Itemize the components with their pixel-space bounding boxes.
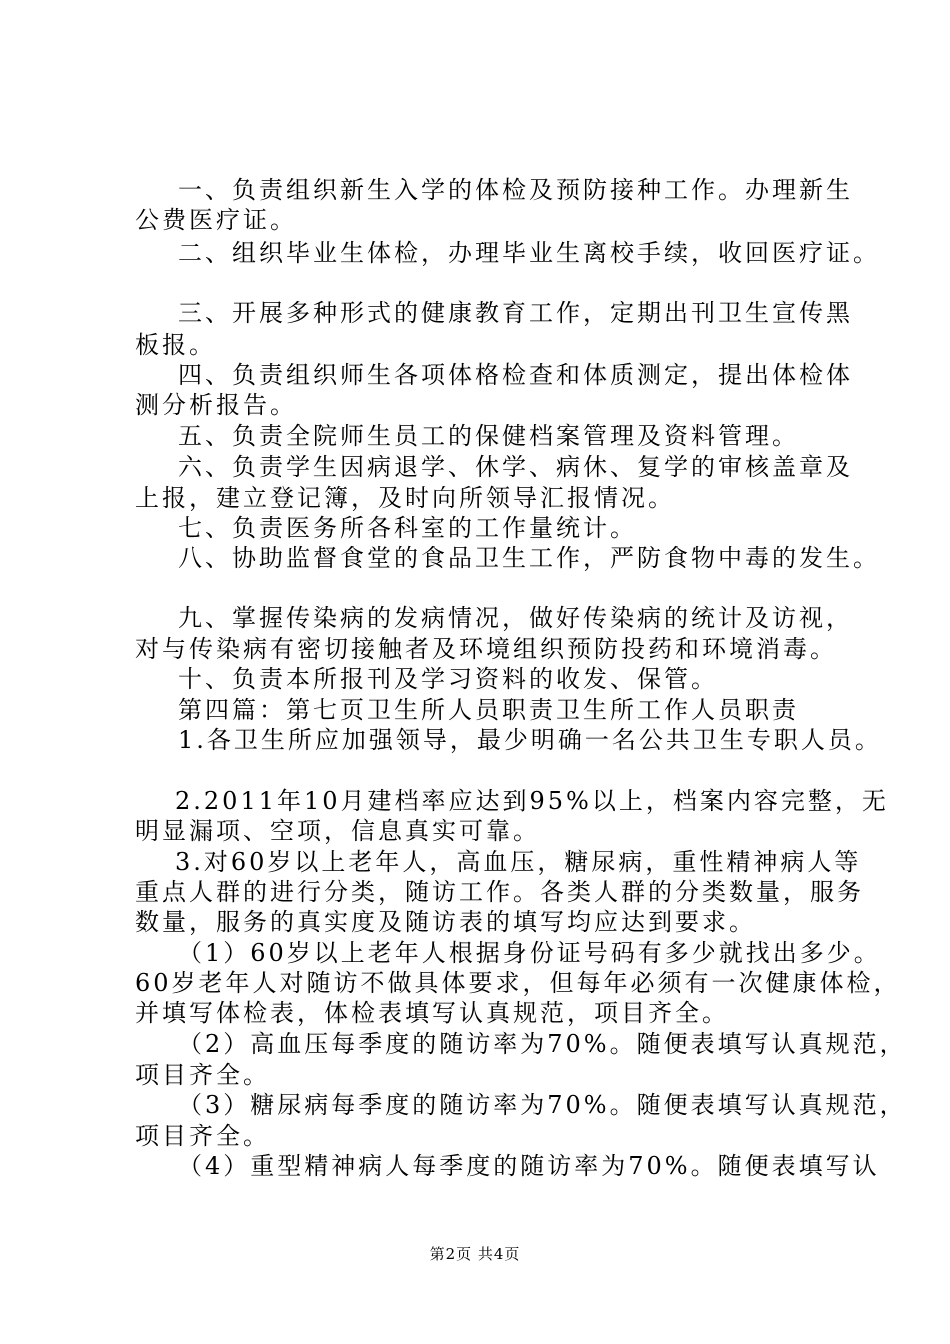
text-line: 五、负责全院师生员工的保健档案管理及资料管理。	[178, 422, 799, 450]
section-heading: 第四篇：第七页卫生所人员职责卫生所工作人员职责	[178, 696, 799, 724]
text-line: 3.对60岁以上老年人，高血压，糖尿病，重性精神病人等	[175, 848, 862, 876]
text-line: （2）高血压每季度的随访率为70%。随便表填写认真规范，	[178, 1030, 907, 1058]
text-line: 一、负责组织新生入学的体检及预防接种工作。办理新生	[178, 176, 853, 204]
text-line: 板报。	[135, 331, 216, 359]
text-line: 项目齐全。	[135, 1061, 270, 1089]
text-line: 1.各卫生所应加强领导，最少明确一名公共卫生专职人员。	[178, 726, 882, 754]
text-line: 测分析报告。	[135, 391, 297, 419]
text-line: 并填写体检表，体检表填写认真规范，项目齐全。	[135, 999, 729, 1027]
text-line: 四、负责组织师生各项体格检查和体质测定，提出体检体	[178, 361, 853, 389]
text-line: 上报，建立登记簿，及时向所领导汇报情况。	[135, 484, 675, 512]
text-line: 三、开展多种形式的健康教育工作，定期出刊卫生宣传黑	[178, 299, 853, 327]
text-line: 八、协助监督食堂的食品卫生工作，严防食物中毒的发生。	[178, 544, 880, 572]
text-line: （4）重型精神病人每季度的随访率为70%。随便表填写认	[178, 1152, 880, 1180]
text-line: 二、组织毕业生体检，办理毕业生离校手续，收回医疗证。	[178, 239, 880, 267]
text-line: 数量，服务的真实度及随访表的填写均应达到要求。	[135, 908, 756, 936]
text-line: 2.2011年10月建档率应达到95%以上，档案内容完整，无	[175, 787, 889, 815]
page-number-footer: 第2页 共4页	[429, 1245, 521, 1263]
text-line: 公费医疗证。	[135, 206, 297, 234]
text-line: 重点人群的进行分类，随访工作。各类人群的分类数量，服务	[135, 878, 864, 906]
text-line: 60岁老年人对随访不做具体要求，但每年必须有一次健康体检，	[135, 969, 901, 997]
text-line: （3）糖尿病每季度的随访率为70%。随便表填写认真规范，	[178, 1091, 907, 1119]
text-line: 九、掌握传染病的发病情况，做好传染病的统计及访视，	[178, 604, 853, 632]
text-line: （1）60岁以上老年人根据身份证号码有多少就找出多少。	[178, 939, 881, 967]
text-line: 六、负责学生因病退学、休学、病休、复学的审核盖章及	[178, 453, 853, 481]
text-line: 明显漏项、空项，信息真实可靠。	[135, 817, 540, 845]
text-line: 七、负责医务所各科室的工作量统计。	[178, 514, 637, 542]
text-line: 对与传染病有密切接触者及环境组织预防投药和环境消毒。	[135, 635, 837, 663]
text-line: 十、负责本所报刊及学习资料的收发、保管。	[178, 665, 718, 693]
text-line: 项目齐全。	[135, 1122, 270, 1150]
